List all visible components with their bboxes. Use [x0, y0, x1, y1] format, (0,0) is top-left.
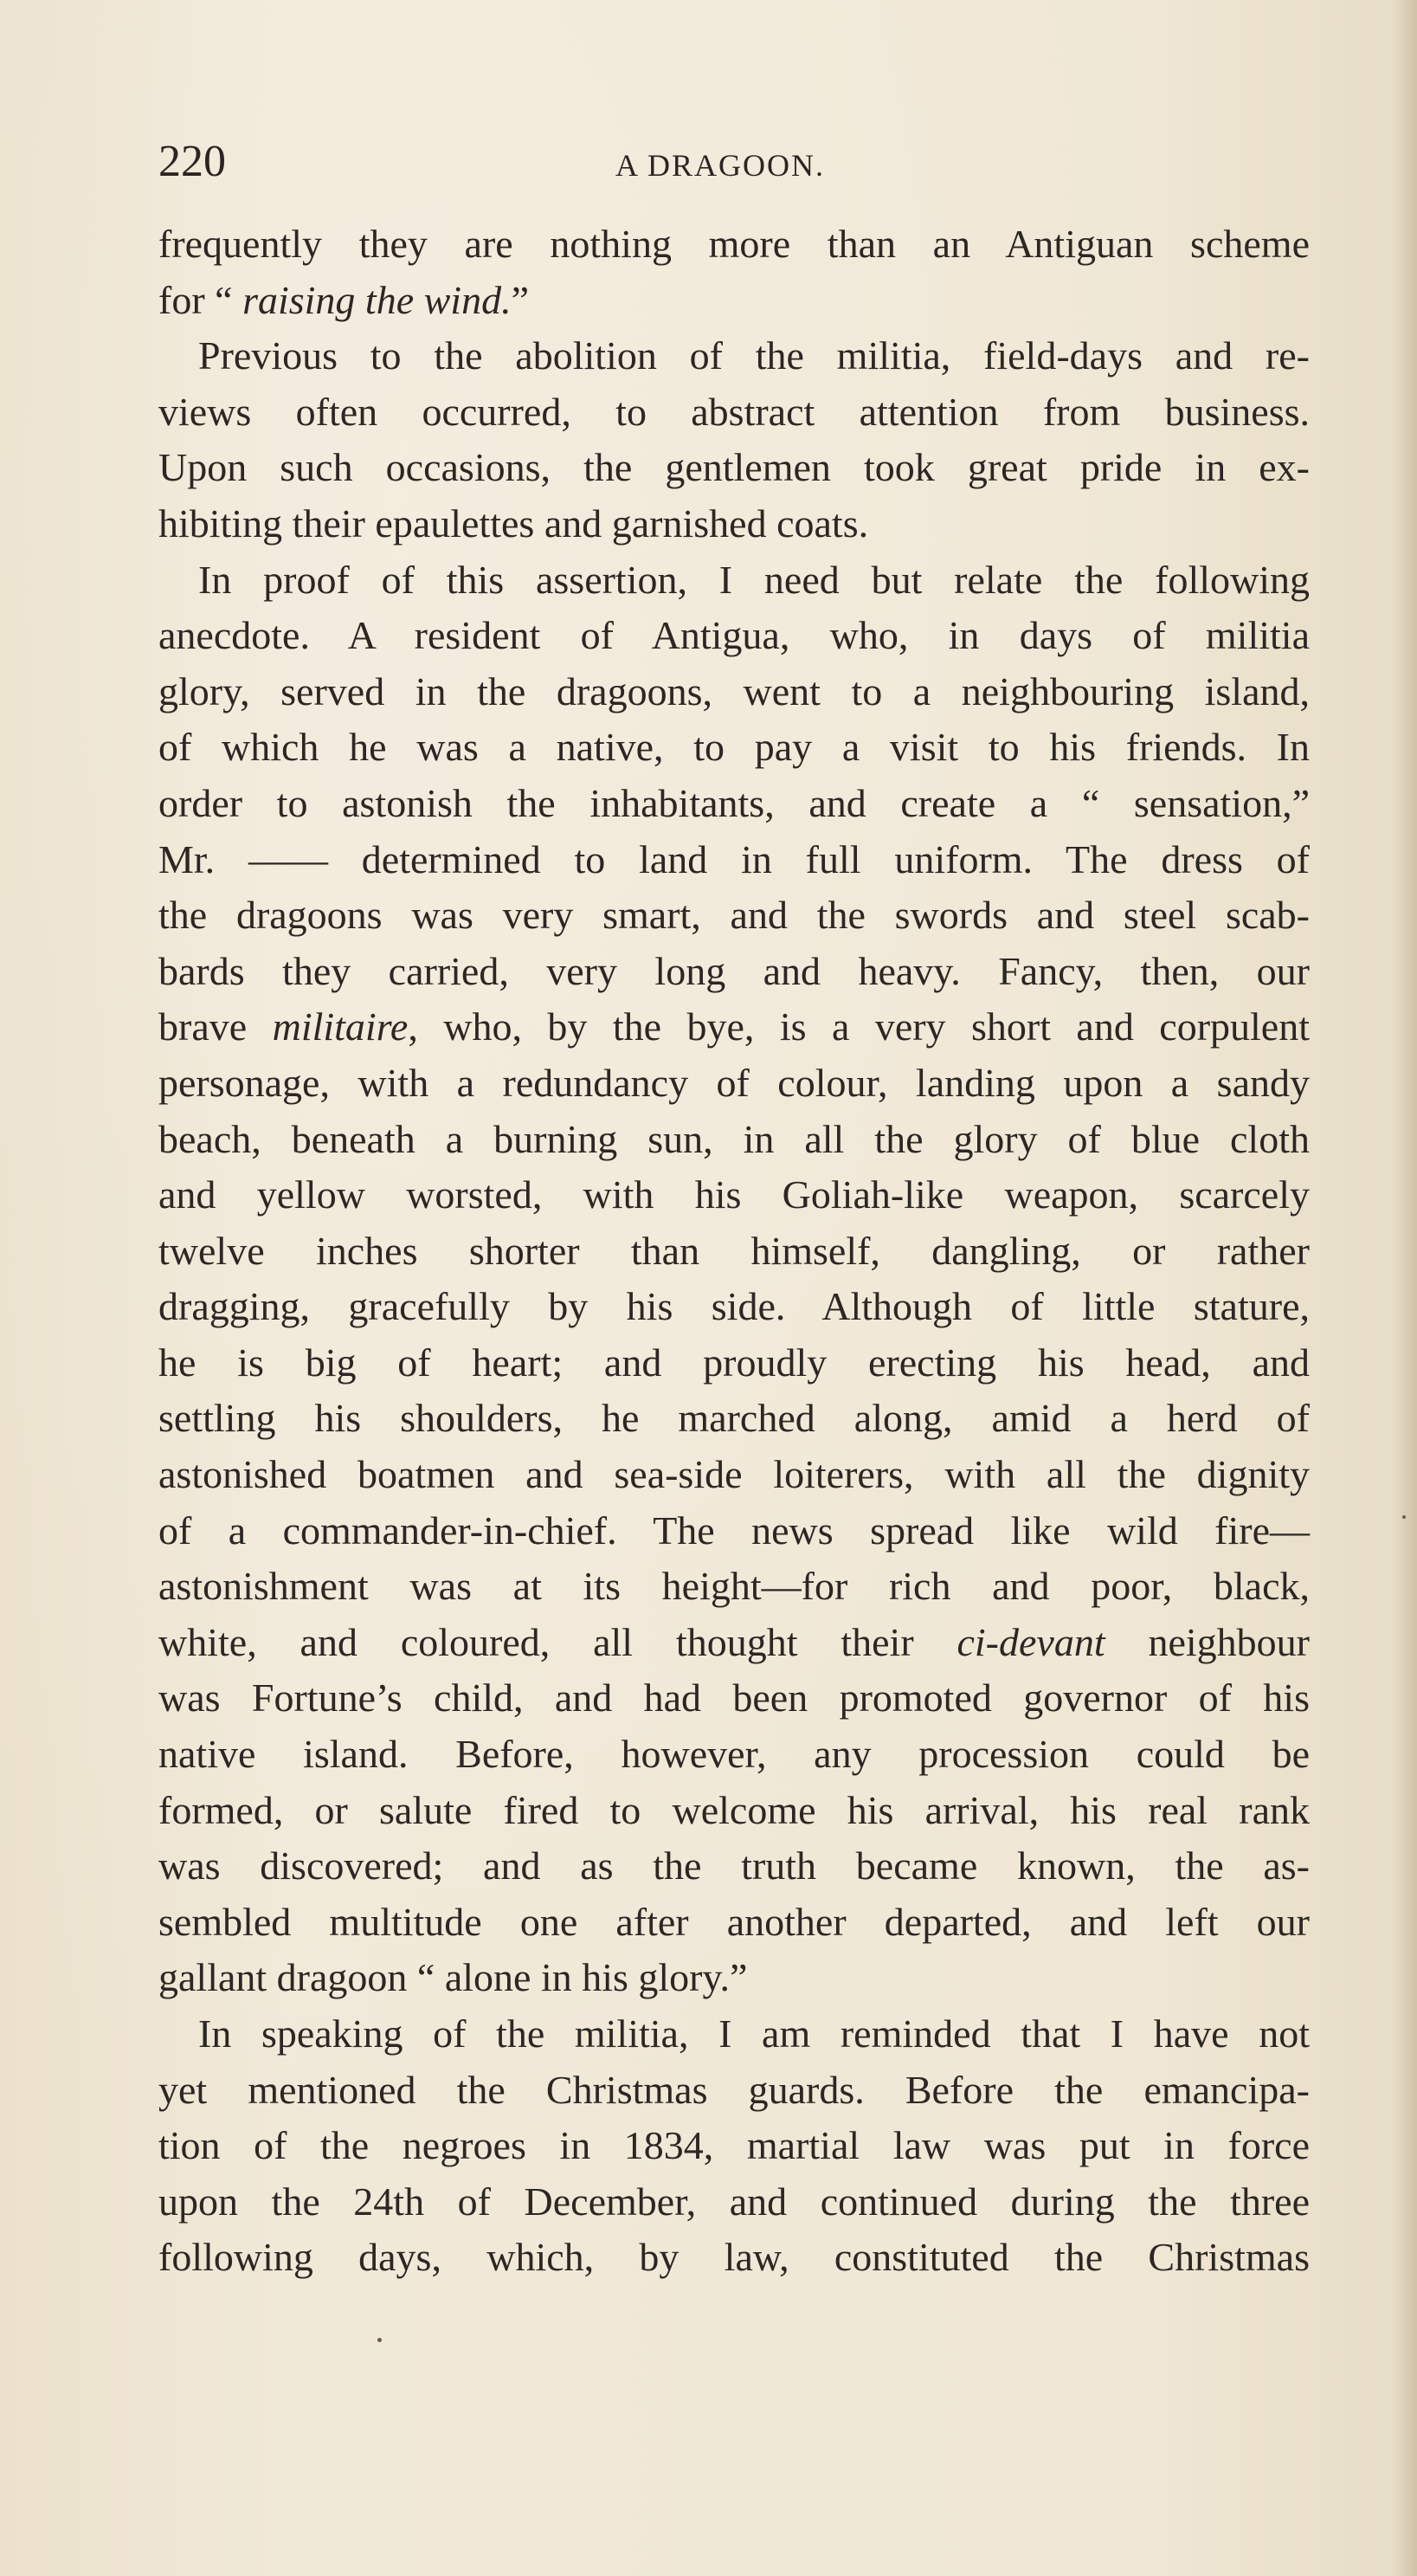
- text-line: Mr. —— determined to land in full uniform. The dress of: [158, 836, 1310, 881]
- text-line: twelve inches shorter than himself, dangling, or rather: [158, 1228, 1310, 1273]
- text-line: he is big of heart; and proudly erecting his head, and: [158, 1340, 1310, 1385]
- text-line: glory, served in the dragoons, went to a neighbouring island,: [158, 668, 1310, 713]
- text-line: following days, which, by law, constituted the Christmas: [158, 2235, 1310, 2280]
- text-line: white, and coloured, all thought their ci-devant neighbour: [158, 1619, 1310, 1664]
- text-line: and yellow worsted, with his Goliah-like weapon, scarcely: [158, 1172, 1310, 1217]
- page-number: 220: [158, 137, 226, 186]
- text-line: personage, with a redundancy of colour, landing upon a sandy: [158, 1060, 1310, 1105]
- text-line: anecdote. A resident of Antigua, who, in days of militia: [158, 613, 1310, 658]
- page-edge-shadow: [1393, 0, 1417, 2576]
- paper-speck: [1402, 1515, 1406, 1519]
- text-line: astonishment was at its height—for rich and poor, black,: [158, 1564, 1310, 1609]
- italic-phrase: ci-devant: [956, 1619, 1105, 1664]
- text-line: yet mentioned the Christmas guards. Before the emancipa-: [158, 2067, 1310, 2112]
- text-line: of which he was a native, to pay a visit to his friends. In: [158, 725, 1310, 770]
- paragraph-start-line: In proof of this assertion, I need but relate the following: [198, 557, 1310, 602]
- text-line: upon the 24th of December, and continued during the three: [158, 2179, 1310, 2224]
- text-line: astonished boatmen and sea-side loiterers, with all the dignity: [158, 1452, 1310, 1497]
- text-line: formed, or salute fired to welcome his arrival, his real rank: [158, 1787, 1310, 1832]
- text-line: frequently they are nothing more than an Antiguan scheme: [158, 222, 1310, 266]
- text-line: tion of the negroes in 1834, martial law was put in force: [158, 2123, 1310, 2168]
- text-line: settling his shoulders, he marched along, amid a herd of: [158, 1396, 1310, 1441]
- text-line: gallant dragoon “ alone in his glory.”: [158, 1955, 748, 2000]
- text-line: hibiting their epaulettes and garnished coats.: [158, 500, 869, 546]
- text-line: order to astonish the inhabitants, and create a “ sensation,”: [158, 780, 1310, 825]
- text-line: bards they carried, very long and heavy. Fancy, then, our: [158, 948, 1310, 993]
- text-line: Upon such occasions, the gentlemen took great pride in ex-: [158, 445, 1310, 490]
- text-line: beach, beneath a burning sun, in all the glory of blue cloth: [158, 1116, 1310, 1161]
- paragraph-start-line: In speaking of the militia, I am reminded that I have not: [198, 2011, 1310, 2056]
- text-line: of a commander-in-chief. The news spread like wild fire—: [158, 1508, 1310, 1553]
- body-text: [158, 216, 1310, 2286]
- text-line: was Fortune’s child, and had been promoted governor of his: [158, 1675, 1310, 1721]
- text-line: views often occurred, to abstract attention from business.: [158, 389, 1310, 434]
- text-line: brave militaire, who, by the bye, is a very short and corpulent: [158, 1004, 1310, 1049]
- italic-phrase: militaire: [272, 1004, 409, 1049]
- paragraph-start-line: Previous to the abolition of the militia, field-days and re-: [198, 333, 1310, 378]
- text-line: was discovered; and as the truth became known, the as-: [158, 1843, 1310, 1888]
- text-line: native island. Before, however, any procession could be: [158, 1732, 1310, 1777]
- text-line: for “ raising the wind.”: [158, 277, 530, 322]
- text-line: sembled multitude one after another departed, and left our: [158, 1899, 1310, 1944]
- text-line: dragging, gracefully by his side. Although of little stature,: [158, 1284, 1310, 1329]
- running-head: A DRAGOON.: [615, 148, 826, 183]
- page-header: [158, 132, 1310, 192]
- italic-phrase: raising the wind.: [242, 277, 512, 322]
- text-line: the dragoons was very smart, and the swords and steel scab-: [158, 893, 1310, 938]
- paper-speck: [377, 2338, 382, 2342]
